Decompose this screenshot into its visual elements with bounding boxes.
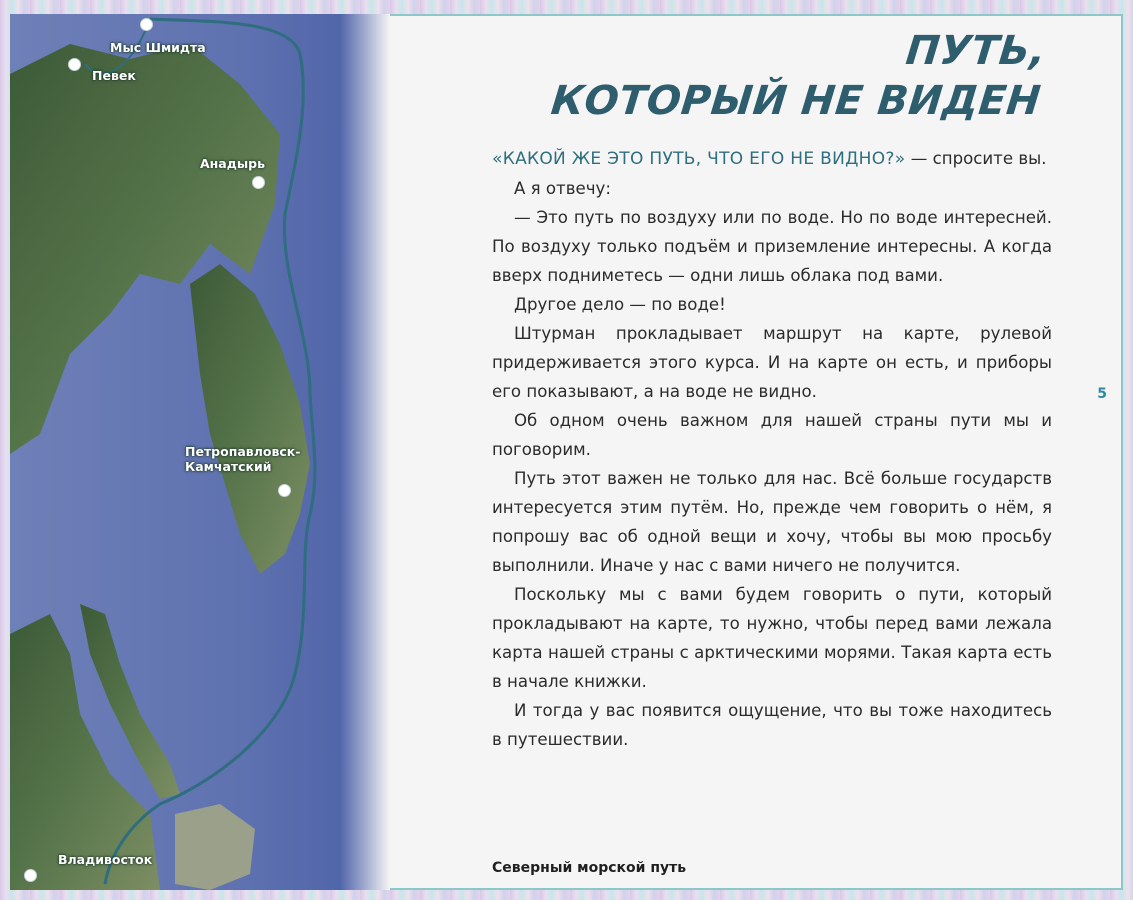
city-dot-pevek [68,58,81,71]
body-text [492,144,1052,754]
lead-quote: «КАКОЙ ЖЕ ЭТО ПУТЬ, ЧТО ЕГО НЕ ВИДНО?» [492,149,906,169]
city-dot-petropavlovsk [278,484,291,497]
city-label-petropavlovsk: Петропавловск- Камчатский [185,444,301,474]
paragraph: Поскольку мы с вами будем говорить о пути, который прокладывают на карте, то нужно, чтобы перед вами лежала карта нашей страны с арктическими морями. Такая карта есть в начале книжки. [492,585,1052,691]
running-footer: Северный морской путь [492,860,687,876]
city-label-pevek: Певек [92,68,136,83]
paragraph: А я отвечу: [514,179,611,198]
paragraph: — Это путь по воздуху или по воде. Но по воде интересней. По воздуху только подъём и приземление интересны. А когда вверх подниметесь — одни лишь облака под вами. [492,208,1052,285]
page-title [548,26,1048,126]
paragraph: И тогда у вас появится ощущение, что вы тоже находитесь в путешествии. [492,701,1052,749]
lead-paragraph [492,144,1052,174]
paragraph: Путь этот важен не только для нас. Всё больше государств интересуется этим путём. Но, прежде чем говорить о нём, я попрошу вас об одной вещи и хочу, чтобы вы мою просьбу выполнили. Иначе у нас с вами ничего не получится. [492,469,1052,575]
city-dot-vladivostok [24,869,37,882]
torn-edge [340,14,390,890]
paragraph: Об одном очень важном для нашей страны пути мы и поговорим. [492,411,1052,459]
map-illustration [10,14,390,890]
city-label-anadyr: Анадырь [200,156,265,171]
city-dot-anadyr [252,176,265,189]
city-label-cape-schmidt: Мыс Шмидта [110,40,206,55]
paragraph: Штурман прокладывает маршрут на карте, рулевой придерживается этого курса. И на карте он есть, и приборы его показывают, а на воде не видно. [492,324,1052,401]
city-dot-cape-schmidt [140,18,153,31]
book-page [10,14,1123,890]
lead-rest: — спросите вы. [905,149,1047,168]
title-line-2: КОТОРЫЙ НЕ ВИДЕН [548,78,1043,124]
paragraph: Другое дело — по воде! [514,295,726,314]
city-label-vladivostok: Владивосток [58,852,153,867]
title-line-1: ПУТЬ, [903,28,1049,74]
page-number: 5 [1097,386,1107,402]
